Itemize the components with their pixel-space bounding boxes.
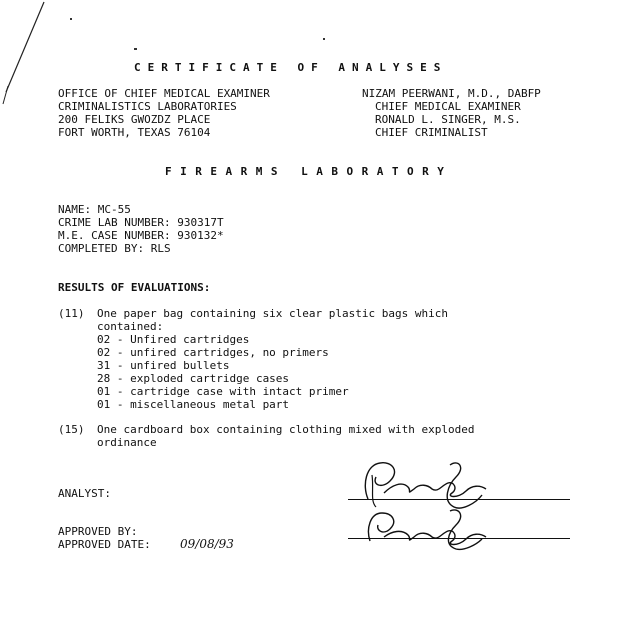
scan-speck	[134, 48, 137, 50]
sub-item: 02 - unfired cartridges, no primers	[97, 346, 329, 359]
sub-item: 31 - unfired bullets	[97, 359, 230, 372]
item-text-line: contained:	[97, 320, 164, 333]
item-text-line: One paper bag containing six clear plastic bags which	[97, 307, 448, 320]
case-info-line: NAME: MC-55	[58, 203, 131, 216]
sub-item: 01 - cartridge case with intact primer	[97, 385, 349, 398]
analyst-label: ANALYST:	[58, 487, 111, 500]
header-left-line: CRIMINALISTICS LABORATORIES	[58, 100, 237, 113]
approved-date-label: APPROVED DATE:	[58, 538, 151, 551]
item-number: (15)	[58, 423, 85, 436]
case-info-line: CRIME LAB NUMBER: 930317T	[58, 216, 224, 229]
sub-item: 28 - exploded cartridge cases	[97, 372, 290, 385]
sub-item: 02 - Unfired cartridges	[97, 333, 250, 346]
scan-speck	[323, 38, 325, 40]
sub-item: 01 - miscellaneous metal part	[97, 398, 290, 411]
certificate-title: CERTIFICATE OF ANALYSES	[134, 61, 448, 74]
case-info-line: COMPLETED BY: RLS	[58, 242, 171, 255]
approved-by-label: APPROVED BY:	[58, 525, 138, 538]
header-left-line: FORT WORTH, TEXAS 76104	[58, 126, 211, 139]
header-left-line: 200 FELIKS GWOZDZ PLACE	[58, 113, 211, 126]
item-text-line: One cardboard box containing clothing mixed with exploded	[97, 423, 475, 436]
approver-signature	[362, 505, 502, 553]
margin-stroke	[0, 0, 50, 110]
header-right-line: CHIEF MEDICAL EXAMINER	[375, 100, 521, 113]
approved-date-value: 09/08/93	[180, 537, 234, 551]
item-text-line: ordinance	[97, 436, 157, 449]
case-info-line: M.E. CASE NUMBER: 930132*	[58, 229, 224, 242]
header-right-line: RONALD L. SINGER, M.S.	[375, 113, 521, 126]
section-title: FIREARMS LABORATORY	[165, 165, 453, 178]
scan-speck	[70, 18, 72, 20]
header-right-line: CHIEF CRIMINALIST	[375, 126, 488, 139]
header-right-line: NIZAM PEERWANI, M.D., DABFP	[362, 87, 541, 100]
header-left-line: OFFICE OF CHIEF MEDICAL EXAMINER	[58, 87, 270, 100]
results-heading: RESULTS OF EVALUATIONS:	[58, 281, 211, 294]
item-number: (11)	[58, 307, 85, 320]
